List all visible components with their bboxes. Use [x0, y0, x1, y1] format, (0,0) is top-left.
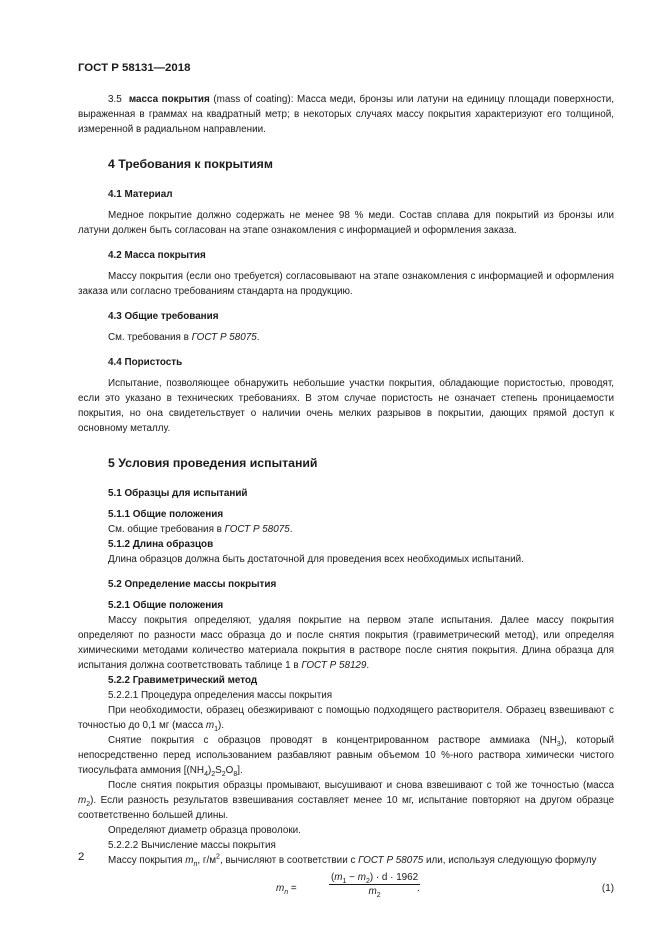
section-4-3-title: 4.3 Общие требования	[108, 311, 219, 322]
formula-lhs: $m_n$ =	[276, 883, 297, 896]
section-5-2-title: 5.2 Определение массы покрытия	[108, 579, 277, 590]
section-4-2-title: 4.2 Масса покрытия	[108, 250, 206, 261]
section-5-1-2-title: 5.1.2 Длина образцов	[108, 539, 214, 550]
paragraph-calculation: Массу покрытия $m_n$, $г/м^2$, вычисляют в соответствии с ГОСТ Р 58075 или, используя следующую формулу	[108, 853, 597, 868]
section-4-1-title: 4.1 Материал	[108, 189, 173, 200]
page-number: 2	[78, 851, 85, 863]
section-5-2-1-title: 5.2.1 Общие положения	[108, 600, 224, 611]
section-4-4-text: Испытание, позволяющее обнаружить небольшие участки покрытия, обладающие пористостью, проводят, если это указано в технических требованиях. В этом случае пористость не означает степень проницаемости покрытия, но она свидетельствует о наличии очень мелких разрывов в покрытии, дающих прямой доступ к основному металлу.	[78, 378, 614, 434]
section-4-2-text: Массу покрытия (если оно требуется) согласовывают на этапе ознакомления с информацией и оформления заказа или согласно требованиям стандарта на продукцию.	[78, 271, 614, 297]
document-header: ГОСТ Р 58131—2018	[78, 62, 191, 74]
section-5-1-1-text: См. общие требования в ГОСТ Р 58075.	[108, 524, 293, 535]
section-5-2-1-text: Массу покрытия определяют, удаляя покрытие на первом этапе испытания. Далее массу покрытия определяют по разности масс образца до и после снятия покрытия (гравиметрический метод), или определяя химическими методами количество материала покрытия в растворе после снятия покрытия. Длина образца для испытания должна соответствовать таблице 1 в ГОСТ Р 58129.	[78, 615, 614, 671]
standard-reference: ГОСТ Р 58075	[191, 332, 257, 343]
formula-number: (1)	[601, 883, 614, 894]
paragraph-diameter: Определяют диаметр образца проволоки.	[108, 825, 301, 836]
standard-reference: ГОСТ Р 58075	[358, 855, 424, 866]
paragraph-reweigh: После снятия покрытия образцы промывают, высушивают и снова взвешивают с той же точностью (масса $m_2$). Если разность результатов взвешивания составляет менее 10 мг, испытание повторяют на другом образце соответственно большей длины.	[78, 780, 614, 821]
standard-reference: ГОСТ Р 58129	[301, 660, 367, 671]
section-4-1-text: Медное покрытие должно содержать не менее 98 % меди. Состав сплава для покрытий из бронзы или латуни должен быть согласован на этапе ознакомления с информацией и оформления заказа.	[78, 210, 614, 236]
section-5-1-title: 5.1 Образцы для испытаний	[108, 488, 248, 499]
definition-3-5: 3.5 масса покрытия (mass of coating): Масса меди, бронзы или латуни на единицу площади поверхности, выраженная в граммах на квадратный метр; в некоторых случаях массу покрытия характеризуют его толщиной, измеренной в радиальном направлении.	[78, 94, 614, 135]
section-5-1-1-title: 5.1.1 Общие положения	[108, 509, 224, 520]
formula-1: $m_n$ = $\frac{(m_1 - m_2) \cdot d \cdot 1962}{m_2}$ . (1)	[276, 872, 614, 899]
section-5-2-2-2-title: 5.2.2.2 Вычисление массы покрытия	[108, 840, 276, 851]
formula-fraction: $\frac{(m_1 - m_2) \cdot d \cdot 1962}{m_2}$	[331, 872, 419, 899]
standard-reference: ГОСТ Р 58075	[224, 524, 290, 535]
section-5-2-2-1-title: 5.2.2.1 Процедура определения массы покрытия	[108, 690, 333, 701]
paragraph-degrease: При необходимости, образец обезжиривают с помощью подходящего растворителя. Образец взвешивают с точностью до 0,1 мг (масса $m_1$).	[78, 705, 614, 733]
section-4-3-text: См. требования в ГОСТ Р 58075.	[108, 332, 260, 343]
section-5-1-2-text: Длина образцов должна быть достаточной для проведения всех необходимых испытаний.	[108, 554, 524, 565]
section-4-title: 4 Требования к покрытиям	[108, 157, 273, 171]
section-5-2-2-title: 5.2.2 Гравиметрический метод	[108, 675, 258, 686]
section-5-title: 5 Условия проведения испытаний	[108, 456, 318, 470]
paragraph-strip-coating: Снятие покрытия с образцов проводят в концентрированном растворе аммиака $(NH_3)$, который непосредственно перед использованием разбавляют равным объемом 10 %-ного раствора химически чистого тиосульфата аммония $[(NH_4)_2S_2O_8]$.	[78, 735, 615, 778]
section-4-4-title: 4.4 Пористость	[108, 357, 183, 368]
document-body	[78, 92, 614, 903]
